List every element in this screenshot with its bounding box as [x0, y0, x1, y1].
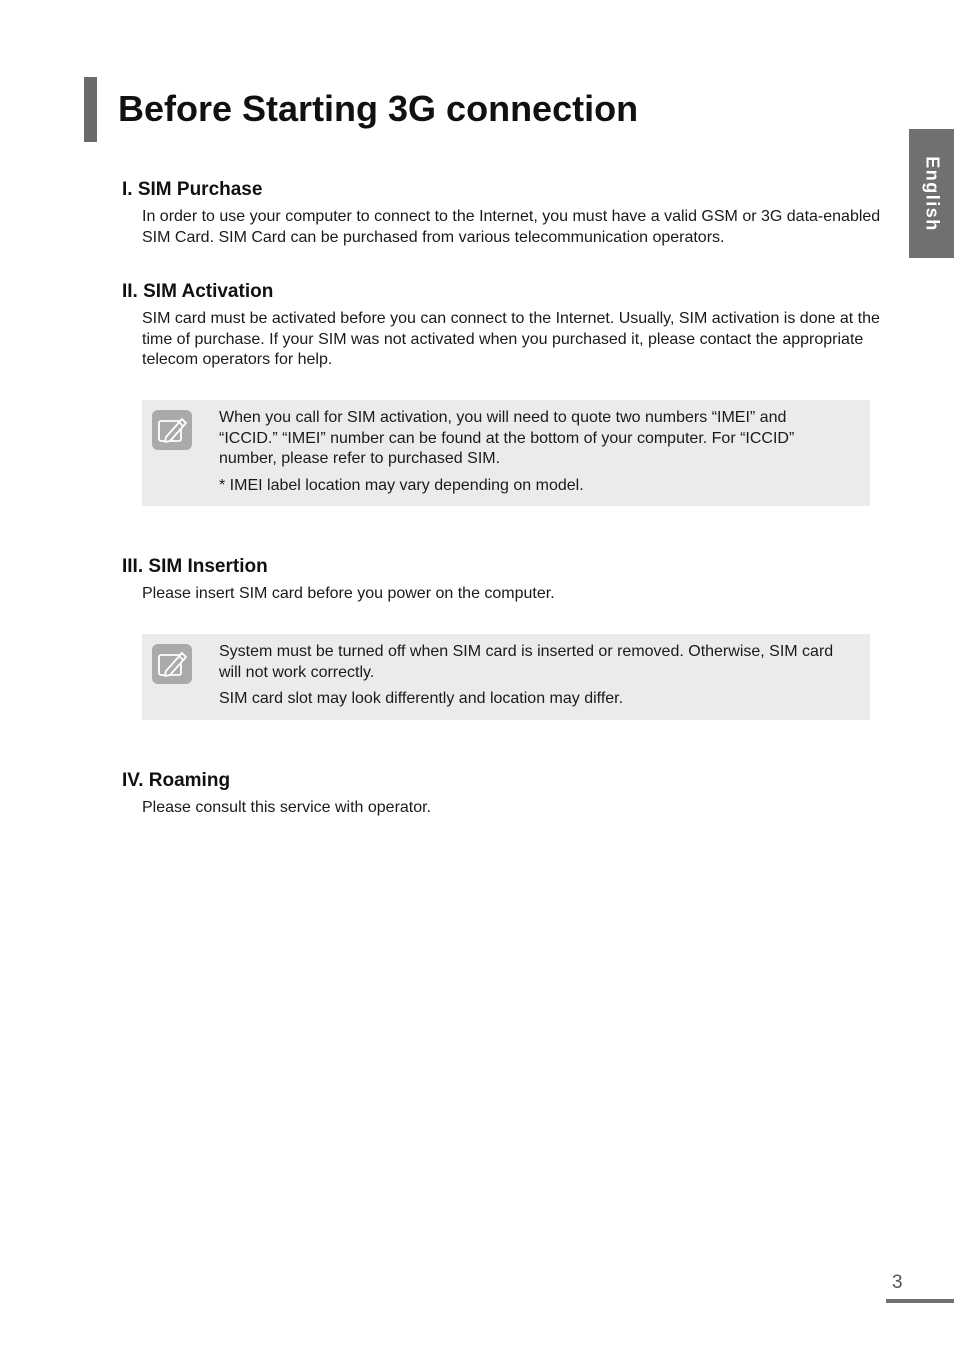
section-body: In order to use your computer to connect to the Internet, you must have a valid GSM or 3G data-enabled SIM Card. SIM Card can be purchased from various telecommunication operators. — [142, 208, 881, 246]
page-title: Before Starting 3G connection — [118, 88, 639, 129]
note-box-sim-insertion — [142, 634, 870, 720]
note-text: SIM card slot may look differently and location may differ. — [219, 690, 624, 707]
note-box-sim-activation — [142, 400, 870, 506]
page-number: 3 — [892, 1272, 903, 1293]
note-text: When you call for SIM activation, you will need to quote two numbers “IMEI” and “ICCID.” “IMEI” number can be found at the bottom of your computer. For “ICCID” number, please refer to purchased SIM. — [219, 409, 795, 467]
section-heading: I. SIM Purchase — [122, 179, 263, 200]
title-accent-bar — [84, 77, 97, 142]
section-body: Please consult this service with operator. — [142, 799, 432, 816]
section-heading: III. SIM Insertion — [122, 556, 268, 577]
pencil-note-icon — [152, 410, 192, 450]
section-roaming — [122, 770, 882, 819]
section-sim-activation — [122, 281, 882, 371]
language-tab — [909, 129, 954, 258]
page-number-underline — [886, 1299, 954, 1303]
language-tab-label: English — [922, 155, 942, 232]
section-heading: IV. Roaming — [122, 770, 231, 791]
pencil-note-icon — [152, 644, 192, 684]
section-body: SIM card must be activated before you can connect to the Internet. Usually, SIM activation is done at the time of purchase. If your SIM was not activated when you purchased it, please contact the appropriate telecom operators for help. — [142, 310, 880, 368]
section-sim-purchase — [122, 179, 882, 248]
section-heading: II. SIM Activation — [122, 281, 274, 302]
note-text: * IMEI label location may vary depending on model. — [219, 476, 584, 494]
section-sim-insertion — [122, 556, 882, 605]
section-body: Please insert SIM card before you power on the computer. — [142, 585, 555, 602]
note-text: System must be turned off when SIM card is inserted or removed. Otherwise, SIM card will not work correctly. — [219, 643, 834, 681]
